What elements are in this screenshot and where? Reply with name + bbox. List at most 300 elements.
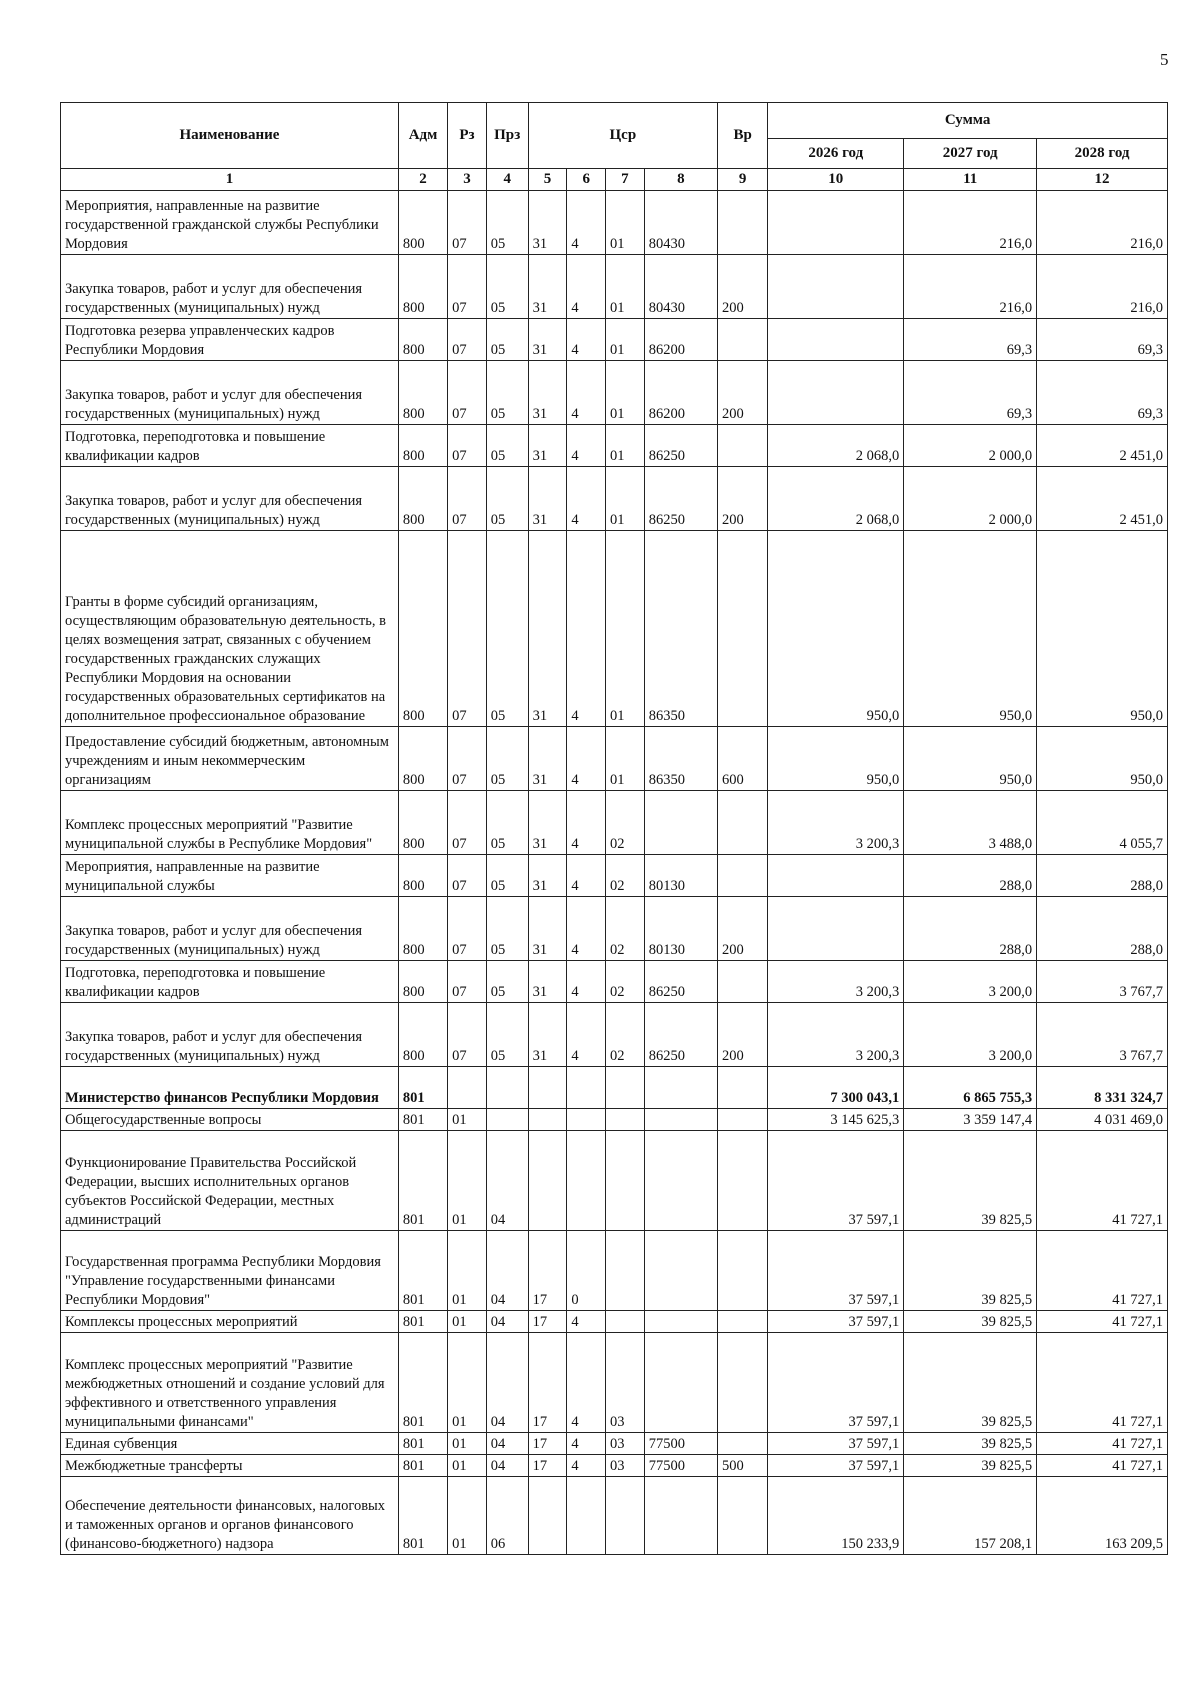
table-row [61, 1131, 1168, 1231]
row-amount-2028: 4 055,7 [1037, 791, 1168, 855]
row-csr-4 [644, 1477, 717, 1555]
header-year-2028: 2028 год [1037, 139, 1168, 169]
row-amount-2026 [768, 319, 904, 361]
row-csr-2 [567, 1477, 606, 1555]
row-amount-2028: 288,0 [1037, 897, 1168, 961]
row-csr-3: 03 [606, 1333, 645, 1433]
row-name: Комплексы процессных мероприятий [61, 1311, 399, 1333]
row-amount-2028: 41 727,1 [1037, 1455, 1168, 1477]
column-number: 10 [768, 169, 904, 191]
header-name: Наименование [61, 103, 399, 169]
row-amount-2028: 3 767,7 [1037, 1003, 1168, 1067]
row-csr-1: 31 [528, 531, 567, 727]
row-amount-2028: 41 727,1 [1037, 1333, 1168, 1433]
row-csr-2: 4 [567, 1311, 606, 1333]
row-prz: 05 [486, 531, 528, 727]
table-row [61, 319, 1168, 361]
row-amount-2028: 3 767,7 [1037, 961, 1168, 1003]
row-rz: 07 [448, 791, 487, 855]
row-name: Закупка товаров, работ и услуг для обеспечения государственных (муниципальных) нужд [61, 361, 399, 425]
row-amount-2027: 3 200,0 [904, 961, 1037, 1003]
row-csr-3 [606, 1131, 645, 1231]
row-vr [718, 425, 768, 467]
row-vr [718, 1433, 768, 1455]
row-csr-4: 80430 [644, 191, 717, 255]
column-number: 5 [528, 169, 567, 191]
header-sum: Сумма [768, 103, 1168, 139]
table-row [61, 727, 1168, 791]
row-amount-2026: 3 200,3 [768, 791, 904, 855]
row-amount-2028: 41 727,1 [1037, 1131, 1168, 1231]
row-adm: 800 [398, 791, 447, 855]
row-name: Межбюджетные трансферты [61, 1455, 399, 1477]
row-amount-2027: 216,0 [904, 255, 1037, 319]
row-amount-2027: 288,0 [904, 897, 1037, 961]
row-csr-4 [644, 791, 717, 855]
table-row [61, 425, 1168, 467]
row-prz: 05 [486, 425, 528, 467]
row-csr-2: 0 [567, 1231, 606, 1311]
row-csr-3: 03 [606, 1433, 645, 1455]
table-row [61, 1067, 1168, 1109]
row-name: Министерство финансов Республики Мордовия [61, 1067, 399, 1109]
table-row [61, 1455, 1168, 1477]
row-prz [486, 1067, 528, 1109]
budget-table [60, 102, 1168, 1555]
row-amount-2026: 37 597,1 [768, 1333, 904, 1433]
row-csr-1: 31 [528, 467, 567, 531]
column-number: 4 [486, 169, 528, 191]
row-amount-2028: 2 451,0 [1037, 425, 1168, 467]
row-csr-2: 4 [567, 791, 606, 855]
row-amount-2026: 37 597,1 [768, 1231, 904, 1311]
row-amount-2027: 2 000,0 [904, 467, 1037, 531]
row-csr-4: 86250 [644, 467, 717, 531]
row-adm: 800 [398, 897, 447, 961]
row-name: Гранты в форме субсидий организациям, осуществляющим образовательную деятельность, в целях возмещения затрат, связанных с обучением государственных гражданских служащих Республики Мордовия на основании государственных образовательных сертификатов на дополнительное профессиональное образование [61, 531, 399, 727]
row-csr-1 [528, 1477, 567, 1555]
row-prz: 06 [486, 1477, 528, 1555]
table-row [61, 961, 1168, 1003]
row-amount-2028: 8 331 324,7 [1037, 1067, 1168, 1109]
row-csr-4: 86350 [644, 531, 717, 727]
table-row [61, 255, 1168, 319]
row-amount-2026 [768, 255, 904, 319]
row-csr-2 [567, 1067, 606, 1109]
header-vr: Вр [718, 103, 768, 169]
row-name: Единая субвенция [61, 1433, 399, 1455]
row-rz: 07 [448, 531, 487, 727]
row-csr-3: 01 [606, 727, 645, 791]
row-csr-1: 17 [528, 1455, 567, 1477]
row-vr: 200 [718, 1003, 768, 1067]
row-vr: 500 [718, 1455, 768, 1477]
row-csr-3 [606, 1311, 645, 1333]
table-row [61, 1311, 1168, 1333]
row-amount-2026: 7 300 043,1 [768, 1067, 904, 1109]
row-amount-2027: 288,0 [904, 855, 1037, 897]
row-csr-2: 4 [567, 191, 606, 255]
row-prz: 04 [486, 1231, 528, 1311]
row-amount-2027: 2 000,0 [904, 425, 1037, 467]
row-vr [718, 1109, 768, 1131]
column-number: 3 [448, 169, 487, 191]
row-name: Закупка товаров, работ и услуг для обеспечения государственных (муниципальных) нужд [61, 255, 399, 319]
row-csr-3 [606, 1109, 645, 1131]
row-rz: 01 [448, 1333, 487, 1433]
row-name: Закупка товаров, работ и услуг для обеспечения государственных (муниципальных) нужд [61, 1003, 399, 1067]
row-amount-2028: 288,0 [1037, 855, 1168, 897]
row-csr-3: 02 [606, 855, 645, 897]
row-csr-4: 80430 [644, 255, 717, 319]
row-amount-2028: 216,0 [1037, 191, 1168, 255]
row-csr-3: 01 [606, 255, 645, 319]
row-amount-2028: 950,0 [1037, 531, 1168, 727]
row-csr-1: 17 [528, 1433, 567, 1455]
row-amount-2028: 163 209,5 [1037, 1477, 1168, 1555]
table-row [61, 191, 1168, 255]
row-rz: 01 [448, 1477, 487, 1555]
row-amount-2027: 39 825,5 [904, 1131, 1037, 1231]
row-csr-3: 01 [606, 425, 645, 467]
row-vr [718, 855, 768, 897]
header-csr: Цср [528, 103, 717, 169]
row-vr: 200 [718, 361, 768, 425]
row-adm: 800 [398, 425, 447, 467]
row-adm: 801 [398, 1231, 447, 1311]
row-rz: 01 [448, 1455, 487, 1477]
row-csr-4: 77500 [644, 1455, 717, 1477]
row-name: Закупка товаров, работ и услуг для обеспечения государственных (муниципальных) нужд [61, 897, 399, 961]
row-csr-2: 4 [567, 1003, 606, 1067]
row-csr-1 [528, 1131, 567, 1231]
row-csr-1: 31 [528, 1003, 567, 1067]
row-vr [718, 1333, 768, 1433]
row-csr-2: 4 [567, 531, 606, 727]
row-csr-4: 86250 [644, 1003, 717, 1067]
row-rz: 07 [448, 961, 487, 1003]
row-prz: 05 [486, 855, 528, 897]
row-csr-3: 01 [606, 361, 645, 425]
column-number: 2 [398, 169, 447, 191]
row-amount-2027: 39 825,5 [904, 1311, 1037, 1333]
row-amount-2026 [768, 897, 904, 961]
row-name: Комплекс процессных мероприятий "Развитие муниципальной службы в Республике Мордовия" [61, 791, 399, 855]
page-number: 5 [1160, 50, 1169, 69]
row-rz [448, 1067, 487, 1109]
row-amount-2026: 3 145 625,3 [768, 1109, 904, 1131]
row-prz: 04 [486, 1131, 528, 1231]
row-name: Комплекс процессных мероприятий "Развитие межбюджетных отношений и создание условий для эффективного и ответственного управления муниципальными финансами" [61, 1333, 399, 1433]
row-amount-2026: 3 200,3 [768, 1003, 904, 1067]
row-adm: 801 [398, 1333, 447, 1433]
row-amount-2027: 157 208,1 [904, 1477, 1037, 1555]
row-csr-3 [606, 1067, 645, 1109]
row-csr-3: 01 [606, 319, 645, 361]
row-csr-3: 02 [606, 1003, 645, 1067]
row-amount-2027: 69,3 [904, 361, 1037, 425]
row-adm: 800 [398, 191, 447, 255]
header-prz: Прз [486, 103, 528, 169]
row-csr-1 [528, 1109, 567, 1131]
table-row [61, 531, 1168, 727]
row-adm: 800 [398, 255, 447, 319]
row-amount-2027: 950,0 [904, 531, 1037, 727]
row-amount-2028: 216,0 [1037, 255, 1168, 319]
row-prz: 04 [486, 1433, 528, 1455]
row-csr-2: 4 [567, 255, 606, 319]
row-adm: 800 [398, 531, 447, 727]
table-row [61, 1231, 1168, 1311]
row-csr-4: 86200 [644, 361, 717, 425]
row-vr: 600 [718, 727, 768, 791]
row-prz: 05 [486, 191, 528, 255]
row-csr-1 [528, 1067, 567, 1109]
row-amount-2028: 950,0 [1037, 727, 1168, 791]
row-csr-1: 31 [528, 961, 567, 1003]
row-csr-3: 01 [606, 531, 645, 727]
row-csr-1: 31 [528, 425, 567, 467]
row-amount-2027: 39 825,5 [904, 1433, 1037, 1455]
row-adm: 800 [398, 855, 447, 897]
row-adm: 801 [398, 1477, 447, 1555]
header-year-2027: 2027 год [904, 139, 1037, 169]
row-prz: 05 [486, 1003, 528, 1067]
row-vr [718, 531, 768, 727]
row-amount-2026: 37 597,1 [768, 1455, 904, 1477]
row-name: Подготовка, переподготовка и повышение квалификации кадров [61, 425, 399, 467]
row-adm: 801 [398, 1131, 447, 1231]
table-row [61, 791, 1168, 855]
table-row [61, 897, 1168, 961]
row-prz: 04 [486, 1311, 528, 1333]
row-name: Закупка товаров, работ и услуг для обеспечения государственных (муниципальных) нужд [61, 467, 399, 531]
row-csr-1: 31 [528, 255, 567, 319]
row-name: Мероприятия, направленные на развитие государственной гражданской службы Республики Мордовия [61, 191, 399, 255]
row-vr [718, 1231, 768, 1311]
table-body [61, 191, 1168, 1555]
row-name: Обеспечение деятельности финансовых, налоговых и таможенных органов и органов финансового (финансово-бюджетного) надзора [61, 1477, 399, 1555]
row-vr [718, 1131, 768, 1231]
row-csr-4 [644, 1131, 717, 1231]
row-amount-2027: 3 359 147,4 [904, 1109, 1037, 1131]
row-csr-2: 4 [567, 727, 606, 791]
row-csr-3: 01 [606, 467, 645, 531]
row-csr-4: 77500 [644, 1433, 717, 1455]
column-number: 1 [61, 169, 399, 191]
header-adm: Адм [398, 103, 447, 169]
row-vr: 200 [718, 897, 768, 961]
row-amount-2028: 41 727,1 [1037, 1433, 1168, 1455]
row-csr-1: 31 [528, 319, 567, 361]
table-row [61, 1003, 1168, 1067]
row-name: Подготовка резерва управленческих кадров Республики Мордовия [61, 319, 399, 361]
row-csr-4 [644, 1067, 717, 1109]
row-amount-2027: 69,3 [904, 319, 1037, 361]
column-number: 8 [644, 169, 717, 191]
table-row [61, 1109, 1168, 1131]
row-prz: 05 [486, 897, 528, 961]
row-vr [718, 191, 768, 255]
row-amount-2027: 950,0 [904, 727, 1037, 791]
row-prz: 05 [486, 361, 528, 425]
row-csr-2: 4 [567, 1455, 606, 1477]
row-amount-2027: 216,0 [904, 191, 1037, 255]
row-vr: 200 [718, 255, 768, 319]
row-adm: 801 [398, 1311, 447, 1333]
row-vr: 200 [718, 467, 768, 531]
row-csr-3: 01 [606, 191, 645, 255]
row-amount-2026: 2 068,0 [768, 467, 904, 531]
row-amount-2027: 3 488,0 [904, 791, 1037, 855]
row-amount-2026: 37 597,1 [768, 1131, 904, 1231]
row-amount-2028: 69,3 [1037, 361, 1168, 425]
row-csr-3: 02 [606, 961, 645, 1003]
row-vr [718, 319, 768, 361]
table-header [61, 103, 1168, 191]
row-adm: 801 [398, 1433, 447, 1455]
row-csr-2 [567, 1131, 606, 1231]
row-adm: 801 [398, 1455, 447, 1477]
row-vr [718, 1067, 768, 1109]
row-amount-2028: 4 031 469,0 [1037, 1109, 1168, 1131]
row-adm: 800 [398, 727, 447, 791]
row-csr-3: 02 [606, 897, 645, 961]
row-rz: 01 [448, 1311, 487, 1333]
row-csr-1: 17 [528, 1231, 567, 1311]
row-csr-4: 80130 [644, 897, 717, 961]
row-vr [718, 791, 768, 855]
column-number: 12 [1037, 169, 1168, 191]
row-amount-2026: 150 233,9 [768, 1477, 904, 1555]
row-amount-2027: 39 825,5 [904, 1231, 1037, 1311]
row-rz: 01 [448, 1433, 487, 1455]
row-rz: 07 [448, 897, 487, 961]
row-prz: 04 [486, 1333, 528, 1433]
row-prz [486, 1109, 528, 1131]
row-csr-4 [644, 1311, 717, 1333]
row-amount-2026: 2 068,0 [768, 425, 904, 467]
table-row [61, 855, 1168, 897]
row-name: Подготовка, переподготовка и повышение квалификации кадров [61, 961, 399, 1003]
row-prz: 05 [486, 961, 528, 1003]
row-amount-2027: 39 825,5 [904, 1455, 1037, 1477]
row-csr-4: 86250 [644, 425, 717, 467]
row-rz: 07 [448, 191, 487, 255]
row-csr-1: 17 [528, 1311, 567, 1333]
row-amount-2026: 950,0 [768, 727, 904, 791]
header-rz: Рз [448, 103, 487, 169]
row-rz: 01 [448, 1231, 487, 1311]
row-csr-1: 31 [528, 855, 567, 897]
row-csr-2: 4 [567, 361, 606, 425]
row-csr-2: 4 [567, 855, 606, 897]
column-number: 7 [606, 169, 645, 191]
row-rz: 07 [448, 361, 487, 425]
row-adm: 801 [398, 1067, 447, 1109]
row-vr [718, 1311, 768, 1333]
row-prz: 05 [486, 319, 528, 361]
row-amount-2027: 39 825,5 [904, 1333, 1037, 1433]
row-csr-4: 86200 [644, 319, 717, 361]
row-prz: 04 [486, 1455, 528, 1477]
row-amount-2028: 41 727,1 [1037, 1231, 1168, 1311]
row-csr-4: 86350 [644, 727, 717, 791]
row-rz: 01 [448, 1131, 487, 1231]
table-row [61, 1433, 1168, 1455]
row-rz: 07 [448, 255, 487, 319]
row-vr [718, 1477, 768, 1555]
row-name: Общегосударственные вопросы [61, 1109, 399, 1131]
row-rz: 07 [448, 319, 487, 361]
row-name: Предоставление субсидий бюджетным, автономным учреждениям и иным некоммерческим организациям [61, 727, 399, 791]
table-row [61, 361, 1168, 425]
row-amount-2026 [768, 361, 904, 425]
row-csr-2: 4 [567, 425, 606, 467]
row-rz: 07 [448, 425, 487, 467]
row-csr-3: 03 [606, 1455, 645, 1477]
row-amount-2027: 6 865 755,3 [904, 1067, 1037, 1109]
row-amount-2026: 950,0 [768, 531, 904, 727]
row-csr-1: 31 [528, 191, 567, 255]
row-name: Государственная программа Республики Мордовия "Управление государственными финансами Республики Мордовия" [61, 1231, 399, 1311]
row-csr-1: 31 [528, 361, 567, 425]
row-rz: 07 [448, 467, 487, 531]
row-amount-2026: 37 597,1 [768, 1311, 904, 1333]
row-amount-2026: 3 200,3 [768, 961, 904, 1003]
row-csr-4: 80130 [644, 855, 717, 897]
row-csr-2: 4 [567, 897, 606, 961]
row-name: Функционирование Правительства Российской Федерации, высших исполнительных органов субъектов Российской Федерации, местных администраций [61, 1131, 399, 1231]
row-name: Мероприятия, направленные на развитие муниципальной службы [61, 855, 399, 897]
row-prz: 05 [486, 791, 528, 855]
row-prz: 05 [486, 727, 528, 791]
row-csr-2: 4 [567, 1433, 606, 1455]
row-csr-3 [606, 1231, 645, 1311]
row-csr-2: 4 [567, 319, 606, 361]
row-adm: 800 [398, 319, 447, 361]
row-rz: 01 [448, 1109, 487, 1131]
column-number: 6 [567, 169, 606, 191]
row-adm: 800 [398, 1003, 447, 1067]
row-csr-1: 31 [528, 727, 567, 791]
row-amount-2028: 69,3 [1037, 319, 1168, 361]
row-csr-4: 86250 [644, 961, 717, 1003]
row-adm: 800 [398, 961, 447, 1003]
row-csr-3 [606, 1477, 645, 1555]
row-csr-1: 31 [528, 897, 567, 961]
row-vr [718, 961, 768, 1003]
row-csr-3: 02 [606, 791, 645, 855]
row-amount-2028: 41 727,1 [1037, 1311, 1168, 1333]
row-amount-2026: 37 597,1 [768, 1433, 904, 1455]
row-csr-4 [644, 1109, 717, 1131]
row-prz: 05 [486, 467, 528, 531]
row-csr-2: 4 [567, 1333, 606, 1433]
row-adm: 800 [398, 361, 447, 425]
row-csr-4 [644, 1231, 717, 1311]
row-amount-2028: 2 451,0 [1037, 467, 1168, 531]
row-csr-2: 4 [567, 961, 606, 1003]
row-adm: 800 [398, 467, 447, 531]
table-row [61, 1477, 1168, 1555]
header-year-2026: 2026 год [768, 139, 904, 169]
row-rz: 07 [448, 1003, 487, 1067]
row-adm: 801 [398, 1109, 447, 1131]
column-number: 9 [718, 169, 768, 191]
column-number: 11 [904, 169, 1037, 191]
row-amount-2026 [768, 855, 904, 897]
